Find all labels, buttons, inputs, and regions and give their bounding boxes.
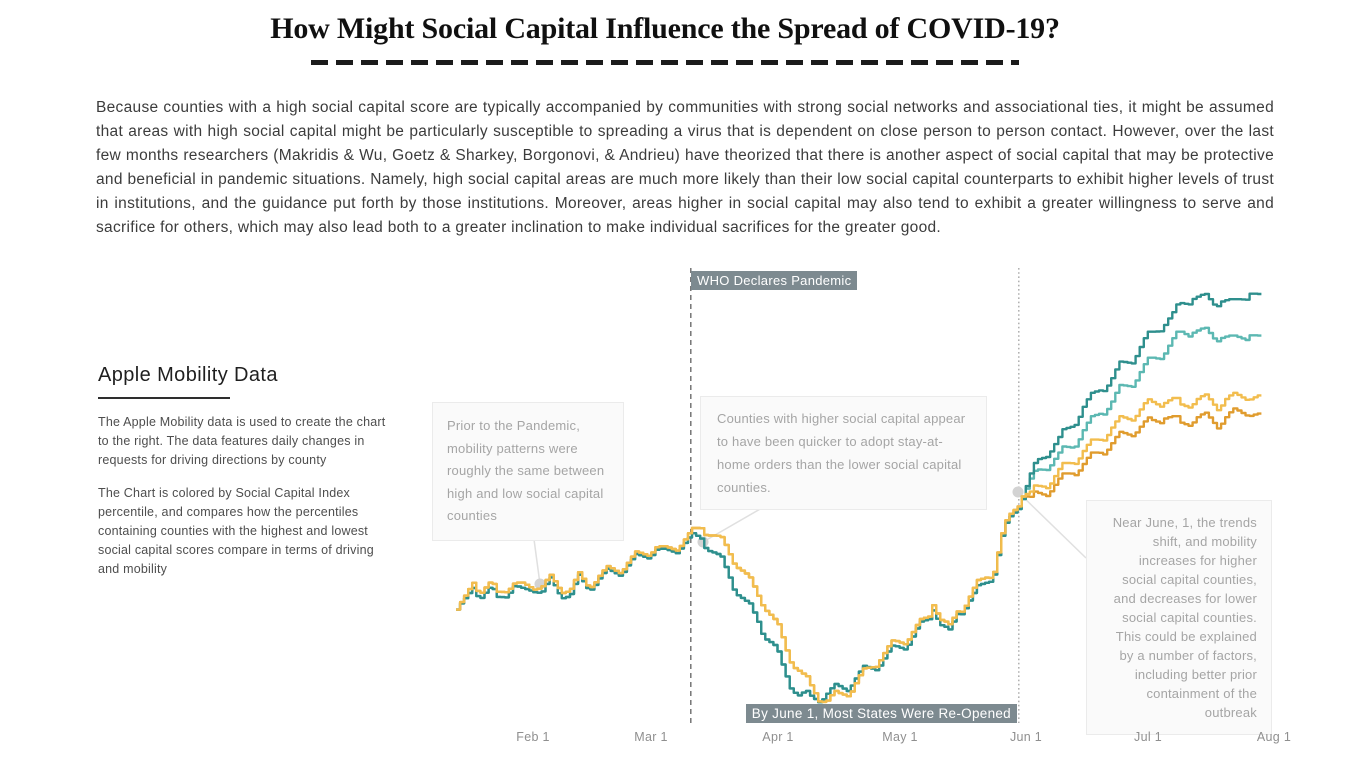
title-dashed-divider — [311, 60, 1019, 65]
x-tick-label: Mar 1 — [634, 730, 668, 744]
x-tick-label: Aug 1 — [1256, 730, 1292, 744]
callout-june-shift: Near June, 1, the trends shift, and mobility increases for higher social capital counties, and decreases for lower social capital counties. This could be explained by a number of factors, including better prior containment of the outbreak — [1086, 500, 1272, 735]
x-tick-label: May 1 — [882, 730, 918, 744]
x-tick-label: Jun 1 — [1009, 730, 1043, 744]
intro-paragraph: Because counties with a high social capital score are typically accompanied by communities with strong social networks and associational ties, it might be assumed that areas with high social capital might be particularly susceptible to spreading a virus that is dependent on close person to person contact. However, over the last few months researchers (Makridis & Wu, Goetz & Sharkey, Borgonovi, & Andrieu) have theorized that there is another aspect of social capital that may be protective and beneficial in pandemic situations. Namely, high social capital areas are much more likely than their low social capital counterparts to exhibit higher levels of trust in institutions, and the guidance put forth by those institutions. Moreover, areas higher in social capital may also tend to exhibit a greater willingness to serve and sacrifice for others, which may also lead both to a greater inclination to make individual sacrifices for the greater good. — [96, 99, 1274, 236]
callout-pre-pandemic: Prior to the Pandemic, mobility patterns were roughly the same between high and low social capital counties — [432, 402, 624, 541]
panel-heading-underline — [98, 397, 230, 399]
who-pandemic-annotation-label: WHO Declares Pandemic — [691, 271, 857, 290]
callout-leader-line — [1018, 492, 1086, 558]
x-tick-label: Jul 1 — [1134, 730, 1162, 744]
panel-heading: Apple Mobility Data — [98, 364, 278, 386]
mobility-data-panel — [98, 364, 398, 579]
states-reopened-annotation-label: By June 1, Most States Were Re-Opened — [746, 704, 1017, 723]
panel-paragraph-2: The Chart is colored by Social Capital Index percentile, and compares how the percentiles containing counties with the highest and lowest social capital scores compare in terms of driving and mobility — [98, 486, 374, 576]
page-title: How Might Social Capital Influence the Spread of COVID-19? — [270, 12, 1060, 45]
page-header — [0, 12, 1330, 65]
panel-paragraph-1: The Apple Mobility data is used to create the chart to the right. The data features daily changes in requests for driving directions by county — [98, 415, 386, 467]
x-tick-label: Feb 1 — [516, 730, 550, 744]
x-tick-label: Apr 1 — [762, 730, 794, 744]
callout-stay-at-home: Counties with higher social capital appear to have been quicker to adopt stay-at-home orders than the lower social capital counties. — [700, 396, 987, 510]
